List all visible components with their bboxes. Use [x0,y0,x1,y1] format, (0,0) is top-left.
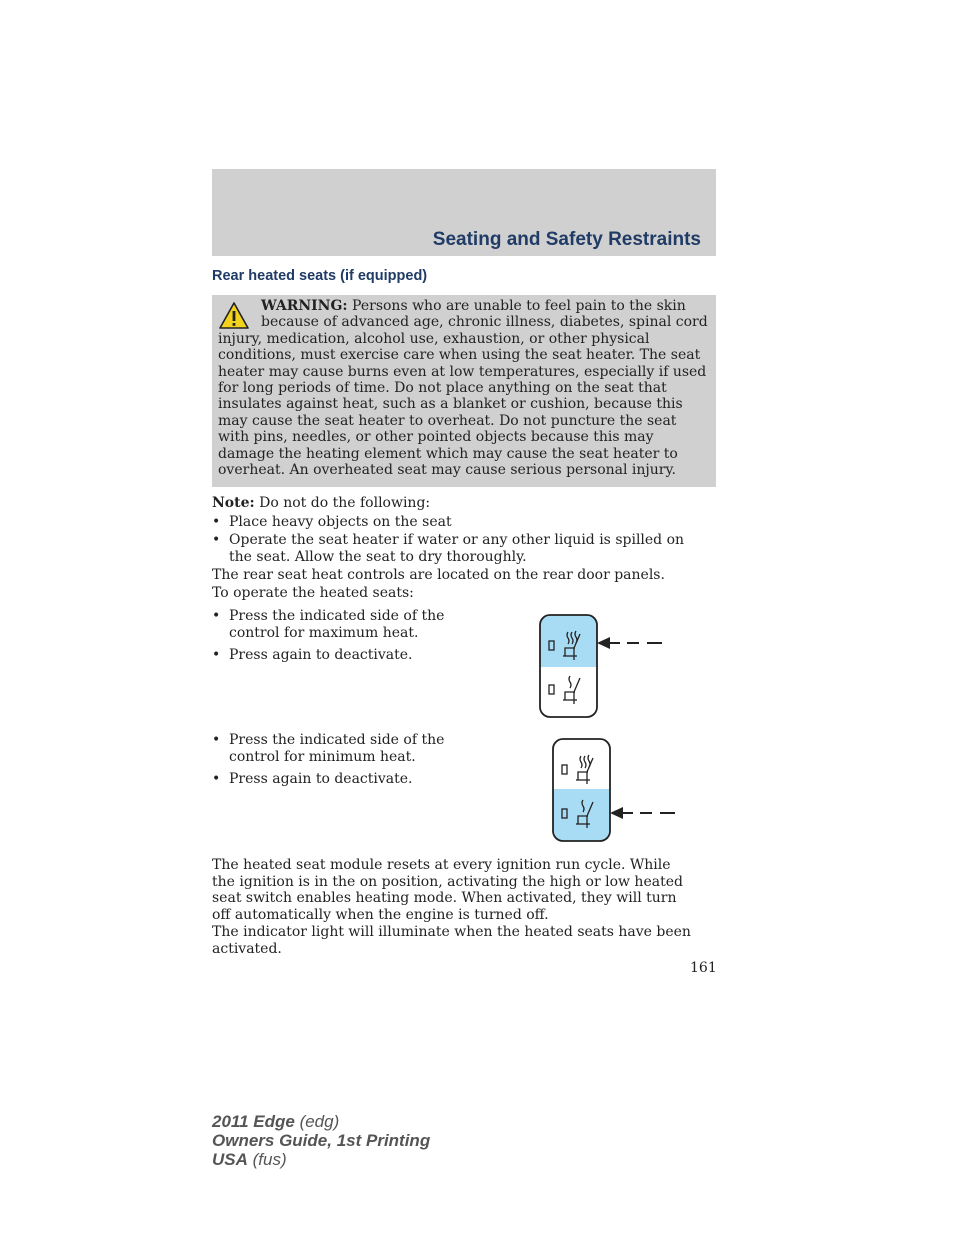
footer-line-2 [212,1131,430,1150]
bullet-dot: • [212,532,221,548]
arrow-left-icon [610,807,675,819]
arrow-left-icon [597,637,662,649]
min-heat-switch-illustration [548,736,683,846]
warning-label: WARNING: [261,298,348,314]
bullet-dot: • [212,647,221,663]
chapter-title: Seating and Safety Restraints [432,229,701,250]
controls-location-text: The rear seat heat controls are located on the rear door panels. [212,567,665,583]
warning-body: Persons who are unable to feel pain to the skin because of advanced age, chronic illness, diabetes, spinal cord injury, medication, alcohol use, exhaustion, or other physical conditions, must exercise care when using the seat heater. The seat heater may cause burns even at low temperatures, especially if used for long periods of time. Do not place anything on the seat that insulates against heat, such as a blanket or cushion, because this may cause the seat heater to overheat. Do not puncture the seat with pins, needles, or other pointed objects because this may damage the heating element which may cause the seat heater to overheat. An overheated seat may cause serious personal injury. [218,298,708,479]
bullet-text: Place heavy objects on the seat [229,514,452,530]
header-band [212,169,716,256]
footer [212,1112,430,1169]
warning-box [212,295,716,487]
footer-line-1 [212,1112,430,1131]
max-heat-switch-illustration [535,612,670,722]
note-text: Do not do the following: [254,495,431,511]
section-title: Rear heated seats (if equipped) [212,268,428,284]
to-operate-text: To operate the heated seats: [212,585,414,601]
footer-printing: Owners Guide, 1st Printing [212,1131,431,1150]
bullet-text: Press the indicated side of the control for maximum heat. [229,608,445,641]
note-paragraph [212,495,716,512]
footer-line-3 [212,1150,430,1169]
footer-model-code: (edg) [294,1112,340,1131]
indicator-light-paragraph: The indicator light will illuminate when the heated seats have been activated. [212,924,691,957]
bullet-text: Press again to deactivate. [229,647,413,663]
bullet-dot: • [212,771,221,787]
bullet-text: Press again to deactivate. [229,771,413,787]
note-label: Note: [212,495,255,511]
footer-model: 2011 Edge [212,1112,295,1131]
footer-market-code: (fus) [247,1150,287,1169]
module-reset-paragraph: The heated seat module resets at every ignition run cycle. While the ignition is in the on position, activating the high or low heated seat switch enables heating mode. When activated, they will turn off automatically when the engine is turned off. [212,857,683,923]
bullet-text: Press the indicated side of the control for minimum heat. [229,732,445,765]
bullet-text: Operate the seat heater if water or any other liquid is spilled on the seat. Allow the seat to dry thoroughly. [229,532,685,565]
bullet-dot: • [212,608,221,624]
footer-market: USA [212,1150,248,1169]
warning-text [218,298,710,478]
page-number: 161 [690,960,717,976]
bullet-dot: • [212,514,221,530]
bullet-dot: • [212,732,221,748]
